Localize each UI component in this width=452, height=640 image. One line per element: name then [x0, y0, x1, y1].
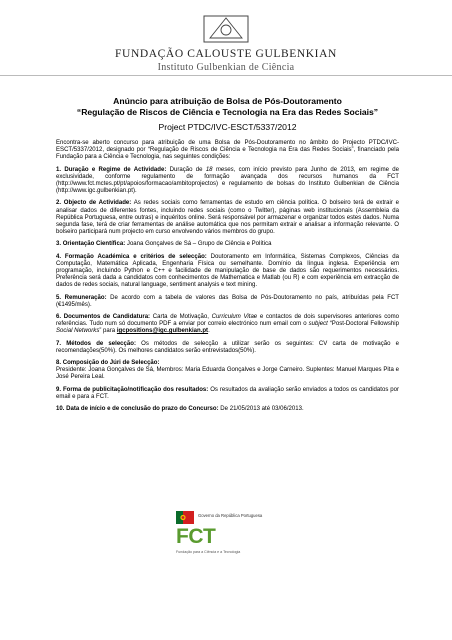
section-supervision: 3. Orientação Científica: Joana Gonçalves de Sá – Grupo de Ciência e Política [56, 241, 272, 248]
section-activity: 2. Objecto de Actividade: As redes sociais como ferramentas de estudo em ciência política. O bolseiro terá de extrair e analisar dados de diferentes fontes, incluindo redes sociais (como o Twitter), páginas web institucionais (Assembleia da República Portuguesa, entre outras) e inquéritos online. Será responsável por armazenar e organizar todos estes dados. Numa segunda fase, terá de criar ferramentas de análise automática que nos permitam extrair e analisar a informação relevante. O bolseiro participará num projecto em curso envolvendo vários membros do grupo. [56, 200, 399, 236]
title-line-2: “Regulação de Riscos de Ciência e Tecnologia na Era das Redes Sociais” [76, 107, 379, 117]
fct-tagline: Fundação para a Ciência e a Tecnologia [176, 550, 241, 554]
footer-logos [168, 508, 298, 564]
header-divider [0, 75, 452, 76]
title-line-1: Anúncio para atribuição de Bolsa de Pós-Doutoramento [113, 96, 342, 106]
fct-logo: FCT [176, 525, 216, 548]
intro-paragraph: Encontra-se aberto concurso para atribuição de uma Bolsa de Pós-Doutoramento no âmbito do Projecto PTDC/IVC-ESCT/5337/2012, designado por “Regulação de Riscos de Ciência e Tecnologia na Era das Redes Sociais”, financiado pela Fundação para a Ciência e Tecnologia, nas seguintes condições: [56, 140, 399, 161]
application-email-link[interactable]: igcpositions@igc.gulbenkian.pt [116, 328, 209, 335]
gulbenkian-seal-icon [200, 10, 252, 44]
section-selection-methods: 7. Métodos de selecção: Os métodos de selecção a utilizar serão os seguintes: CV carta de motivação e recomendações(50%). Os melhores candidatos serão entrevistados(50%). [56, 340, 399, 354]
section-documents: 6. Documentos de Candidatura: Carta de Motivação, Curriculum Vitae e contactos de dois supervisores anteriores como referências. Tudo num só documento PDF a enviar por correio electrónico num email com o subject “Post-Doctoral Fellowship Social Networks” para igcpositions@igc.gulbenkian.pt. [56, 314, 400, 335]
section-results: 9. Forma de publicitação/notificação dos resultados: Os resultados da avaliação serão enviados a todos os candidatos por email e para a FCT. [56, 386, 399, 400]
section-qualifications: 4. Formação Académica e critérios de selecção: Doutoramento em Informática, Sistemas Complexos, Ciências da Computação, Matemática Aplicada, Engenharia Física ou semelhante. Domínio da língua inglesa. Experiência em programação, incluindo Python e C++ e facilidade de manipulação de base de dados são requerimentos necessários. Preferência será dada a candidatos com conhecimentos de Mathematica e Matlab (ou R) e com experiência em extracção de dados de redes sociais, natural language, sentiment analysis e text mining. [56, 253, 399, 289]
announcement-body [56, 96, 399, 418]
section-remuneration: 5. Remuneração: De acordo com a tabela de valores das Bolsa de Pós-Doutoramento no país, atribuídas pela FCT (€1495/mês). [56, 294, 400, 308]
portugal-flag-icon [176, 511, 194, 524]
project-code: Project PTDC/IVC-ESCT/5337/2012 [158, 122, 297, 132]
organization-name: FUNDAÇÃO CALOUSTE GULBENKIAN [115, 48, 337, 60]
government-label: Governo da República Portuguesa [198, 513, 263, 518]
section-dates: 10. Data de início e de conclusão do prazo do Concurso: De 21/05/2013 até 03/06/2013. [56, 406, 304, 413]
section-jury: 8. Composição do Júri de Selecção: Presidente: Joana Gonçalves de Sá, Membros: Maria Eduarda Gonçalves e Jorge Carneiro. Suplentes: Manuel Marques Pita e José Pereira Leal. [56, 360, 399, 381]
section-duration: 1. Duração e Regime de Actividade: Duração de 18 meses, com início previsto para Junho de 2013, em regime de exclusividade, conforme regulamento de formação avançada dos recursos humanos da FCT (http://www.fct.mctes.pt/pt/apoios/formacao/ambitoprojectos) e regulamento de bolsas do Instituto Gulbenkian de Ciência (http://www.igc.gulbenkian.pt). [56, 166, 399, 195]
institute-name: Instituto Gulbenkian de Ciência [157, 62, 295, 73]
